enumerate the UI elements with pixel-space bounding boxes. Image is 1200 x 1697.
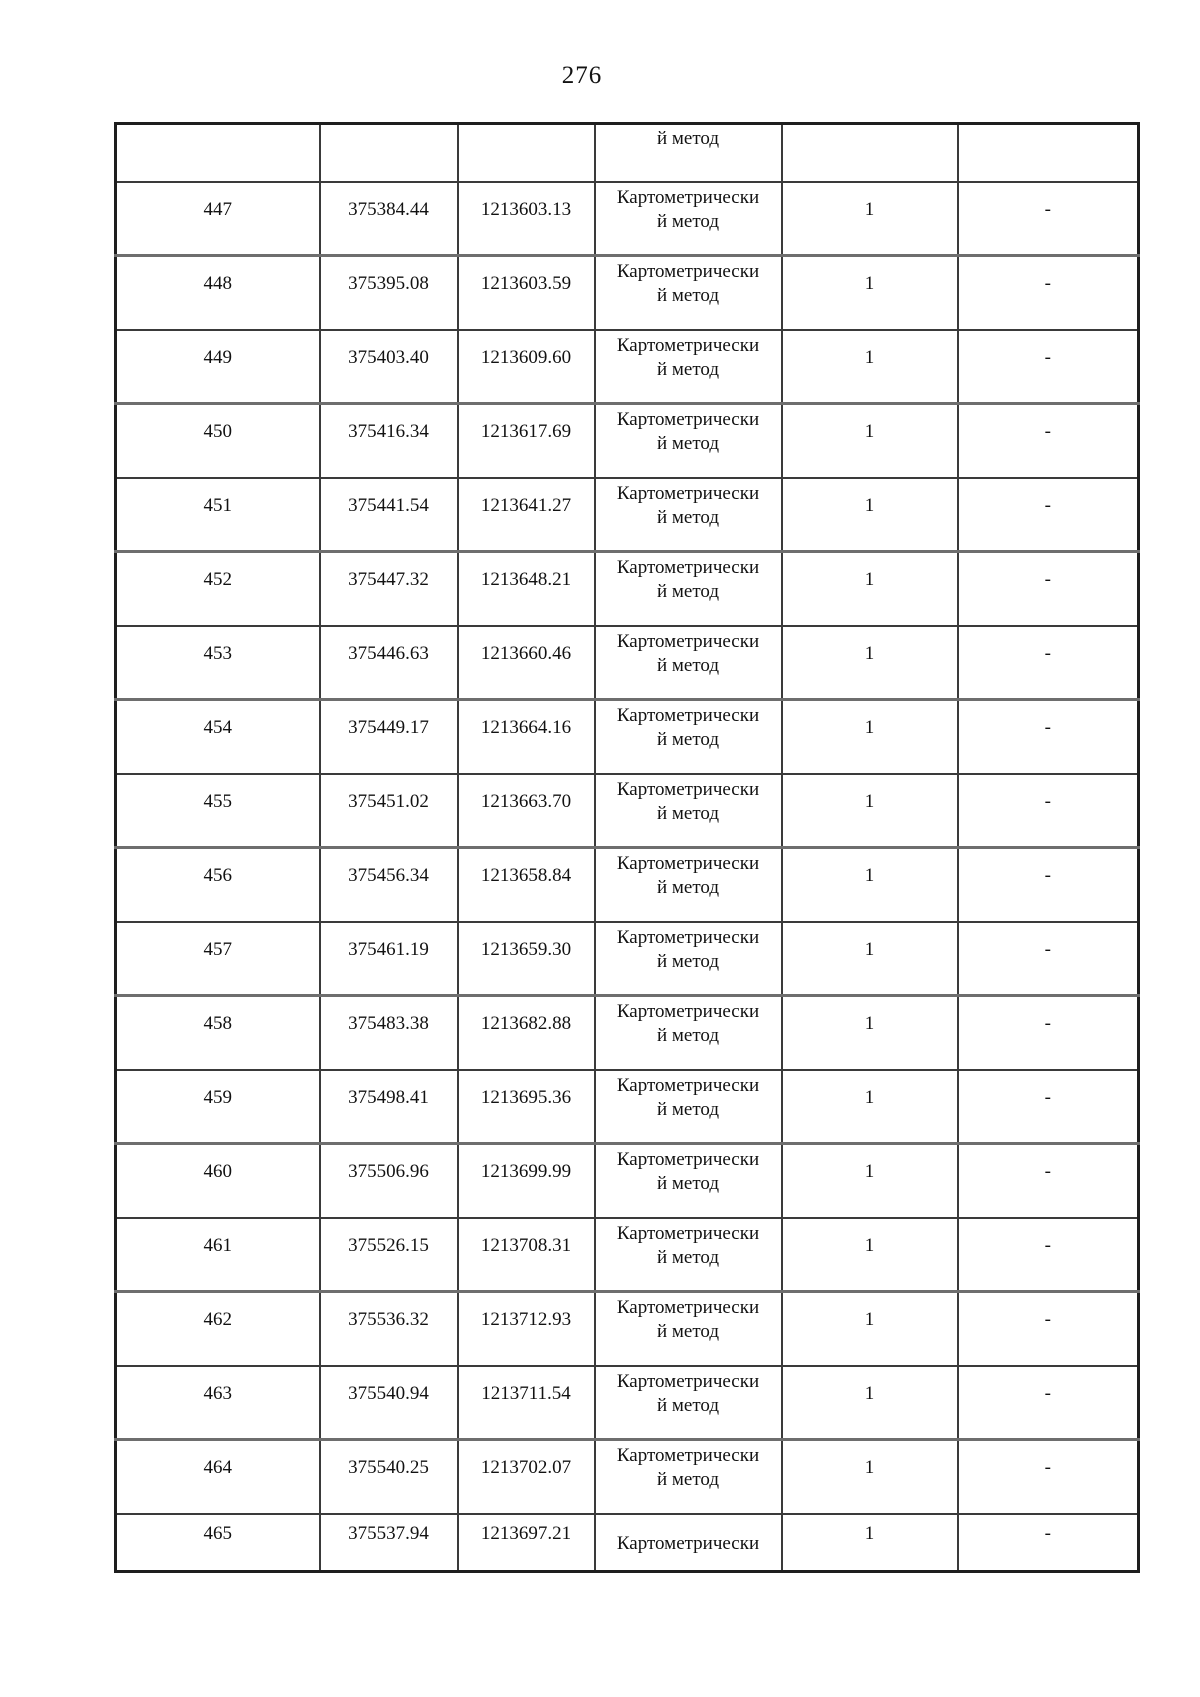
x-coordinate-cell: 375540.25 [320,1440,458,1514]
method-cell [595,478,782,552]
x-coordinate-cell: 375506.96 [320,1144,458,1218]
method-line: Картометрически [616,482,760,504]
y-coordinate-cell: 1213603.59 [458,256,595,330]
point-number-cell: 455 [116,774,320,848]
point-number-cell: 461 [116,1218,320,1292]
y-coordinate-cell: 1213658.84 [458,848,595,922]
y-coordinate-cell: 1213697.21 [458,1514,595,1572]
table-row [116,1218,1139,1292]
continuation-row [116,124,1139,182]
method-line: Картометрически [616,926,760,948]
note-cell: - [958,1070,1139,1144]
x-coordinate-cell: 375416.34 [320,404,458,478]
method-cell [595,922,782,996]
x-coordinate-cell: 375498.41 [320,1070,458,1144]
y-coordinate-cell: 1213660.46 [458,626,595,700]
method-line: Картометрически [616,1297,760,1318]
table-row [116,256,1139,330]
note-cell: - [958,1218,1139,1292]
method-line: й метод [656,506,720,528]
note-cell: - [958,330,1139,404]
method-cell [595,996,782,1070]
note-cell: - [958,922,1139,996]
contour-count-cell: 1 [782,182,958,256]
y-coordinate-cell: 1213664.16 [458,700,595,774]
point-number-cell: 454 [116,700,320,774]
table-row [116,182,1139,256]
contour-count-cell: 1 [782,626,958,700]
point-number-cell: 456 [116,848,320,922]
contour-count-cell: 1 [782,922,958,996]
point-number-cell [116,124,320,182]
x-coordinate-cell: 375446.63 [320,626,458,700]
x-coordinate-cell: 375451.02 [320,774,458,848]
table-row [116,1440,1139,1514]
method-line: й метод [656,802,720,824]
method-line: й метод [656,1469,720,1490]
method-cell [595,626,782,700]
y-coordinate-cell: 1213617.69 [458,404,595,478]
method-line: й метод [656,1025,720,1046]
y-coordinate-cell: 1213609.60 [458,330,595,404]
point-number-cell: 452 [116,552,320,626]
contour-count-cell: 1 [782,1366,958,1440]
note-cell: - [958,700,1139,774]
method-line: й метод [656,1321,720,1342]
table-row [116,774,1139,848]
point-number-cell: 459 [116,1070,320,1144]
note-cell: - [958,1144,1139,1218]
y-coordinate-cell: 1213648.21 [458,552,595,626]
method-line: й метод [656,1098,720,1120]
contour-count-cell: 1 [782,1218,958,1292]
page-number: 276 [561,62,603,89]
contour-count-cell: 1 [782,774,958,848]
table-row [116,700,1139,774]
method-line: й метод [656,1246,720,1268]
x-coordinate-cell: 375447.32 [320,552,458,626]
method-line: Картометрически [616,705,760,726]
contour-count-cell: 1 [782,1144,958,1218]
y-coordinate-cell: 1213659.30 [458,922,595,996]
table-row [116,1292,1139,1366]
y-coordinate-cell [458,124,595,182]
method-cell [595,1366,782,1440]
note-cell [958,124,1139,182]
x-coordinate-cell: 375384.44 [320,182,458,256]
x-coordinate-cell: 375526.15 [320,1218,458,1292]
method-line: Картометрически [616,261,760,282]
x-coordinate-cell: 375540.94 [320,1366,458,1440]
y-coordinate-cell: 1213695.36 [458,1070,595,1144]
method-line: Картометрически [616,557,760,578]
point-number-cell: 462 [116,1292,320,1366]
point-number-cell: 464 [116,1440,320,1514]
x-coordinate-cell: 375456.34 [320,848,458,922]
y-coordinate-cell: 1213682.88 [458,996,595,1070]
method-line: й метод [656,950,720,972]
method-line: Картометрически [616,1001,760,1022]
method-cell [595,552,782,626]
contour-count-cell: 1 [782,256,958,330]
method-line: Картометрически [616,1370,760,1392]
table-row [116,404,1139,478]
method-cell [595,1144,782,1218]
x-coordinate-cell: 375483.38 [320,996,458,1070]
note-cell: - [958,626,1139,700]
method-line: Картометрически [616,1445,760,1466]
point-number-cell: 450 [116,404,320,478]
y-coordinate-cell: 1213641.27 [458,478,595,552]
method-line: й метод [656,581,720,602]
method-line: Картометрически [616,1222,760,1244]
point-number-cell: 457 [116,922,320,996]
method-line: й метод [656,1394,720,1416]
note-cell: - [958,848,1139,922]
note-cell: - [958,552,1139,626]
coordinates-table [114,122,1140,1573]
method-line: й метод [656,210,720,232]
contour-count-cell: 1 [782,996,958,1070]
method-cell [595,1218,782,1292]
table-row [116,478,1139,552]
method-line: й метод [656,285,720,306]
method-line: Картометрически [616,1149,760,1170]
method-line: Картометрически [616,1074,760,1096]
contour-count-cell: 1 [782,1070,958,1144]
table-row [116,1070,1139,1144]
method-line: Картометрически [616,1532,760,1554]
x-coordinate-cell: 375449.17 [320,700,458,774]
contour-count-cell: 1 [782,848,958,922]
y-coordinate-cell: 1213711.54 [458,1366,595,1440]
point-number-cell: 451 [116,478,320,552]
x-coordinate-cell [320,124,458,182]
method-line: й метод [656,1173,720,1194]
x-coordinate-cell: 375461.19 [320,922,458,996]
contour-count-cell: 1 [782,552,958,626]
x-coordinate-cell: 375403.40 [320,330,458,404]
table-body [116,124,1139,1572]
method-line: й метод [656,433,720,454]
y-coordinate-cell: 1213712.93 [458,1292,595,1366]
y-coordinate-cell: 1213663.70 [458,774,595,848]
x-coordinate-cell: 375395.08 [320,256,458,330]
method-line: Картометрически [616,334,760,356]
method-line: Картометрически [616,853,760,874]
y-coordinate-cell: 1213708.31 [458,1218,595,1292]
table-row [116,1144,1139,1218]
method-line: й метод [656,729,720,750]
contour-count-cell: 1 [782,330,958,404]
x-coordinate-cell: 375536.32 [320,1292,458,1366]
point-number-cell: 458 [116,996,320,1070]
contour-count-cell: 1 [782,404,958,478]
method-line: Картометрически [616,186,760,208]
point-number-cell: 463 [116,1366,320,1440]
method-cell [595,700,782,774]
method-cell [595,1440,782,1514]
table-row [116,330,1139,404]
contour-count-cell: 1 [782,1514,958,1572]
note-cell: - [958,1514,1139,1572]
note-cell: - [958,478,1139,552]
contour-count-cell: 1 [782,478,958,552]
method-cell: й метод [595,124,782,182]
method-line: Картометрически [616,409,760,430]
note-cell: - [958,1440,1139,1514]
table-row [116,922,1139,996]
x-coordinate-cell: 375441.54 [320,478,458,552]
note-cell: - [958,182,1139,256]
y-coordinate-cell: 1213603.13 [458,182,595,256]
point-number-cell: 447 [116,182,320,256]
y-coordinate-cell: 1213702.07 [458,1440,595,1514]
point-number-cell: 453 [116,626,320,700]
table-row [116,848,1139,922]
x-coordinate-cell: 375537.94 [320,1514,458,1572]
method-line: й метод [656,654,720,676]
method-line: Картометрически [616,630,760,652]
point-number-cell: 465 [116,1514,320,1572]
method-cell [595,182,782,256]
method-cell [595,404,782,478]
note-cell: - [958,774,1139,848]
table-row [116,996,1139,1070]
table-row [116,552,1139,626]
contour-count-cell: 1 [782,1292,958,1366]
point-number-cell: 460 [116,1144,320,1218]
point-number-cell: 448 [116,256,320,330]
method-cell [595,1292,782,1366]
table-row [116,626,1139,700]
method-cell [595,848,782,922]
method-line: Картометрически [616,778,760,800]
method-cell [595,256,782,330]
method-line: й метод [656,877,720,898]
table-row [116,1514,1139,1572]
method-cell [595,1070,782,1144]
table-row [116,1366,1139,1440]
contour-count-cell [782,124,958,182]
note-cell: - [958,996,1139,1070]
method-cell [595,330,782,404]
contour-count-cell: 1 [782,1440,958,1514]
note-cell: - [958,404,1139,478]
note-cell: - [958,1292,1139,1366]
y-coordinate-cell: 1213699.99 [458,1144,595,1218]
method-cell [595,1514,782,1572]
note-cell: - [958,1366,1139,1440]
method-cell [595,774,782,848]
note-cell: - [958,256,1139,330]
contour-count-cell: 1 [782,700,958,774]
point-number-cell: 449 [116,330,320,404]
method-line: й метод [656,358,720,380]
